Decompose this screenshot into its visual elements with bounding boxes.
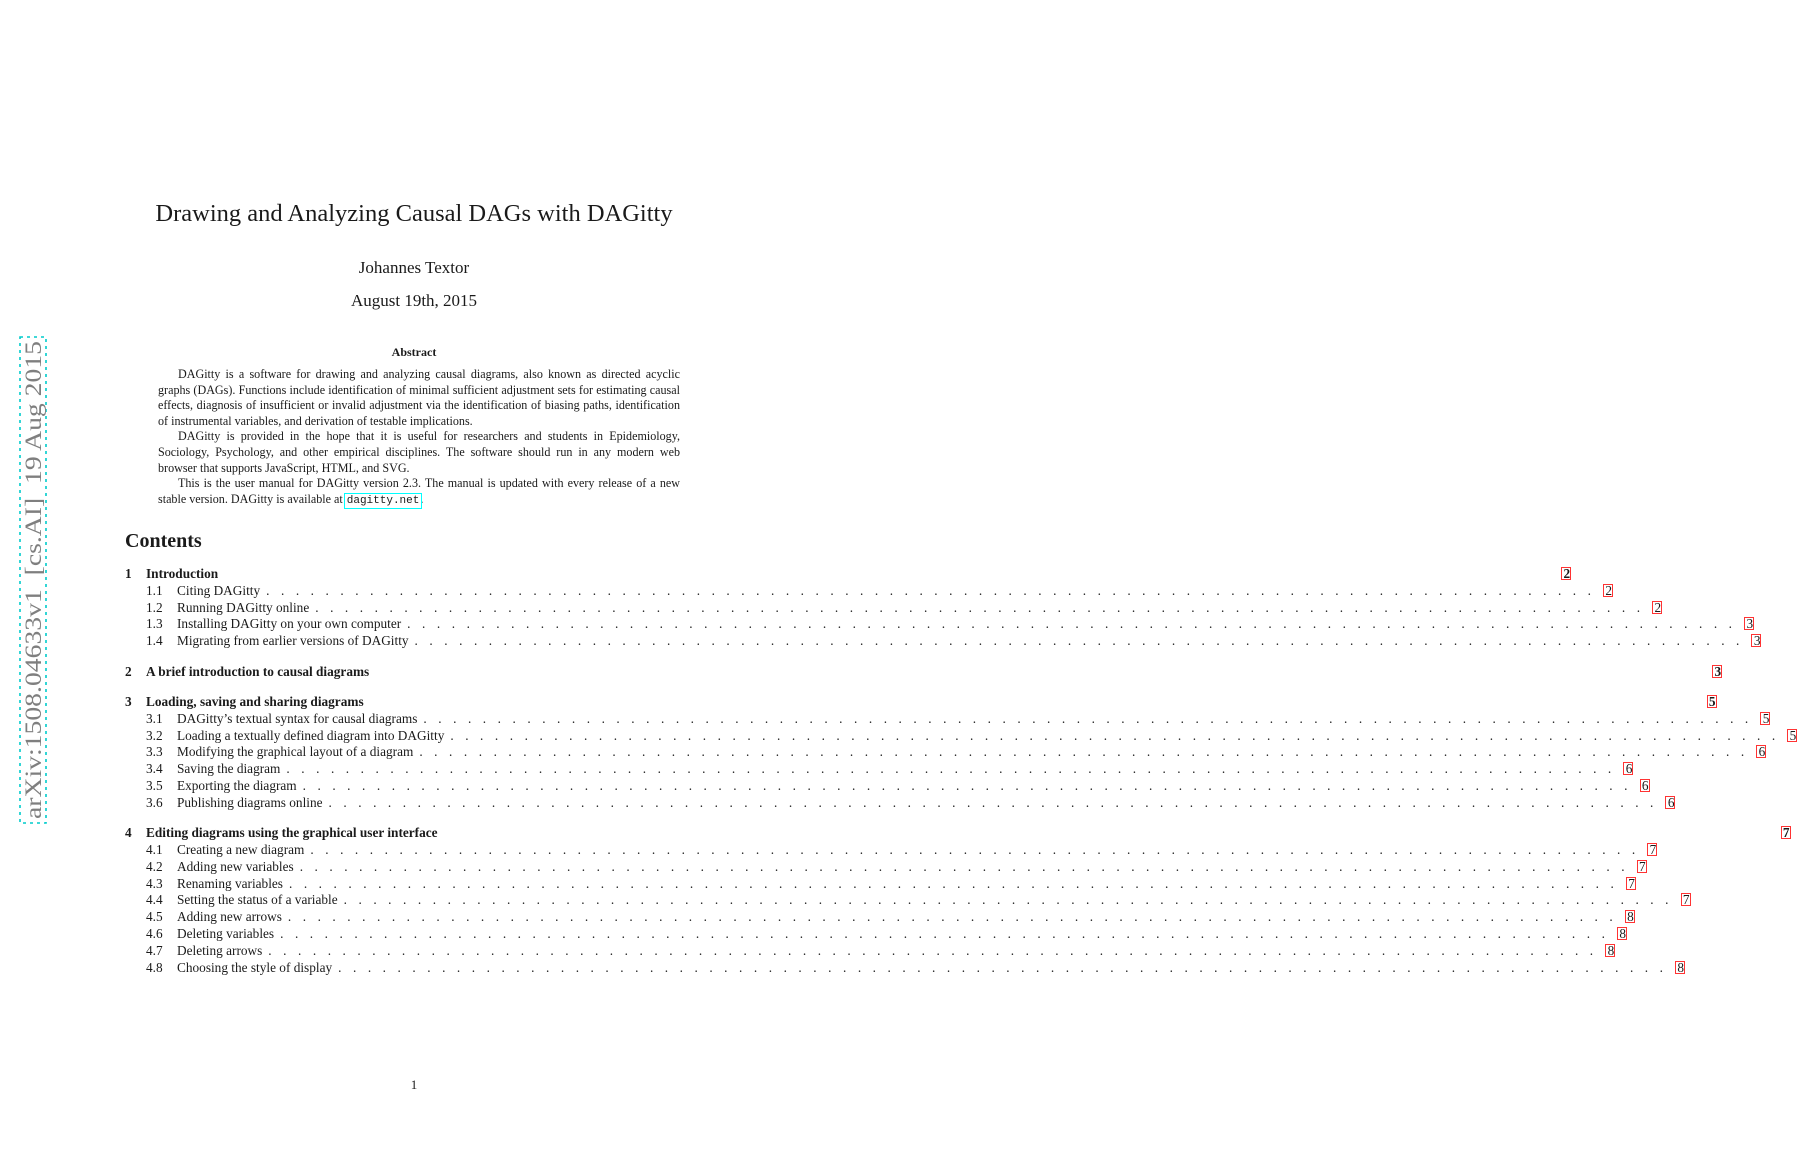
toc-section <box>125 825 1790 976</box>
toc-subsection-entry[interactable] <box>125 909 1634 926</box>
arxiv-id-text: arXiv:1508.04633v1 [cs.AI] 19 Aug 2015 <box>21 413 47 819</box>
toc-section-entry[interactable] <box>125 566 1571 583</box>
dot-leader: . . . . . . . . . . . . . . . . . . . . . . . . . . . . . . . . . . . . . . . . . . . . . . . . . . . . . . . . . . . . . . . . . . . . . . . . . . . . . . . . . . . . . . . . . . <box>268 942 1598 958</box>
page-link[interactable]: 5 <box>1760 712 1770 725</box>
paper-title: Drawing and Analyzing Causal DAGs with DAGitty <box>155 200 673 227</box>
toc-subsection-number: 4.7 <box>146 942 163 958</box>
toc-subsection-entry[interactable] <box>125 599 1662 617</box>
toc-subsection-number: 4.2 <box>146 858 163 874</box>
toc-section <box>125 693 1797 812</box>
toc-subsection-entry[interactable] <box>125 841 1657 859</box>
toc-subsection-number: 4.4 <box>146 892 163 908</box>
toc-section-entry[interactable] <box>125 693 1716 711</box>
toc-subsection-entry[interactable] <box>125 777 1649 795</box>
publication-date: August 19th, 2015 <box>350 291 478 310</box>
toc-subsection-entry[interactable] <box>125 744 1766 761</box>
toc-subsection-title: Loading a textually defined diagram into DAGitty <box>177 727 445 743</box>
toc-subsection-entry[interactable] <box>125 942 1615 960</box>
toc-subsection-number: 4.8 <box>146 959 163 975</box>
toc-subsection-title: Publishing diagrams online <box>177 794 323 810</box>
page-link[interactable]: 7 <box>1681 893 1691 906</box>
dot-leader: . . . . . . . . . . . . . . . . . . . . . . . . . . . . . . . . . . . . . . . . . . . . . . . . . . . . . . . . . . . . . . . . . . . . . . . . . . . . . . . . . . . . . . . . . . <box>328 794 1658 810</box>
toc-subsection-title: Running DAGitty online <box>177 599 310 615</box>
dot-leader: . . . . . . . . . . . . . . . . . . . . . . . . . . . . . . . . . . . . . . . . . . . . . . . . . . . . . . . . . . . . . . . . . . . . . . . . . . . . . . . . . . . . . . . . . . <box>310 841 1640 857</box>
toc-subsection-entry[interactable] <box>125 616 1754 633</box>
toc-section-title: A brief introduction to causal diagrams <box>146 663 370 679</box>
abstract-body <box>158 367 680 509</box>
dot-leader: . . . . . . . . . . . . . . . . . . . . . . . . . . . . . . . . . . . . . . . . . . . . . . . . . . . . . . . . . . . . . . . . . . . . . . . . . . . . . . . . . . . . . . . . . . <box>266 582 1596 598</box>
toc-subsection-number: 3.3 <box>146 744 163 760</box>
toc-section <box>125 566 1761 650</box>
toc-subsection-entry[interactable] <box>125 858 1646 876</box>
toc-subsection-number: 4.1 <box>146 841 163 857</box>
abstract-heading: Abstract <box>391 345 437 359</box>
toc-subsection-number: 1.2 <box>146 599 163 615</box>
page-link[interactable]: 3 <box>1712 665 1722 678</box>
page-link[interactable]: 5 <box>1707 695 1717 708</box>
page-link[interactable]: 8 <box>1675 961 1685 974</box>
toc-subsection-title: Choosing the style of display <box>177 959 333 975</box>
toc-subsection-title: Migrating from earlier versions of DAGitty <box>177 633 409 649</box>
dot-leader: . . . . . . . . . . . . . . . . . . . . . . . . . . . . . . . . . . . . . . . . . . . . . . . . . . . . . . . . . . . . . . . . . . . . . . . . . . . . . . . . . . . . . . . . . . <box>287 909 1617 925</box>
toc-subsection-entry[interactable] <box>125 761 1633 778</box>
toc-subsection-title: Modifying the graphical layout of a diagram <box>177 744 414 760</box>
arxiv-identifier-stamp[interactable] <box>18 335 48 825</box>
page-link[interactable]: 7 <box>1626 877 1636 890</box>
page-link[interactable]: 5 <box>1787 729 1797 742</box>
toc-subsection-number: 4.5 <box>146 909 163 925</box>
page-link[interactable]: 8 <box>1605 944 1615 957</box>
toc-subsection-entry[interactable] <box>125 727 1797 745</box>
dot-leader: . . . . . . . . . . . . . . . . . . . . . . . . . . . . . . . . . . . . . . . . . . . . . . . . . . . . . . . . . . . . . . . . . . . . . . . . . . . . . . . . . . . . . . . . . . <box>299 858 1629 874</box>
page-link[interactable]: 6 <box>1623 762 1633 775</box>
page-link[interactable]: 7 <box>1647 843 1657 856</box>
dagitty-link[interactable]: dagitty.net <box>346 494 420 507</box>
table-of-contents <box>125 566 1797 976</box>
author-name: Johannes Textor <box>358 258 470 277</box>
dot-leader: . . . . . . . . . . . . . . . . . . . . . . . . . . . . . . . . . . . . . . . . . . . . . . . . . . . . . . . . . . . . . . . . . . . . . . . . . . . . . . . . . . . . . . . . . . <box>407 616 1737 632</box>
toc-subsection-title: DAGitty’s textual syntax for causal diagrams <box>177 710 418 726</box>
toc-section-title: Introduction <box>146 566 219 581</box>
toc-subsection-number: 4.3 <box>146 875 163 891</box>
toc-subsection-title: Adding new arrows <box>177 909 282 925</box>
contents-heading: Contents <box>125 530 202 552</box>
dot-leader: . . . . . . . . . . . . . . . . . . . . . . . . . . . . . . . . . . . . . . . . . . . . . . . . . . . . . . . . . . . . . . . . . . . . . . . . . . . . . . . . . . . . . . . . . . <box>343 892 1673 908</box>
page-link[interactable]: 3 <box>1751 634 1761 647</box>
page-link[interactable]: 6 <box>1756 745 1766 758</box>
page-link[interactable]: 3 <box>1744 617 1754 630</box>
toc-subsection-title: Installing DAGitty on your own computer <box>177 616 402 632</box>
toc-subsection-entry[interactable] <box>125 794 1675 812</box>
page-link[interactable]: 7 <box>1637 860 1647 873</box>
toc-section-number: 3 <box>125 693 132 709</box>
toc-subsection-number: 1.4 <box>146 633 163 649</box>
toc-section-title: Editing diagrams using the graphical user interface <box>146 825 438 841</box>
dot-leader: . . . . . . . . . . . . . . . . . . . . . . . . . . . . . . . . . . . . . . . . . . . . . . . . . . . . . . . . . . . . . . . . . . . . . . . . . . . . . . . . . . . . . . . . . . <box>280 925 1610 941</box>
toc-subsection-title: Exporting the diagram <box>177 777 297 793</box>
dot-leader: . . . . . . . . . . . . . . . . . . . . . . . . . . . . . . . . . . . . . . . . . . . . . . . . . . . . . . . . . . . . . . . . . . . . . . . . . . . . . . . . . . . . . . . . . . <box>450 727 1780 743</box>
abstract-paragraph: DAGitty is provided in the hope that it is useful for researchers and students in Epidemiology, Sociology, Psychology, and other empirical disciplines. The software should run in any modern web browser that supports JavaScript, HTML, and SVG. <box>158 429 680 475</box>
abstract-paragraph: DAGitty is a software for drawing and analyzing causal diagrams, also known as directed acyclic graphs (DAGs). Functions include identification of minimal sufficient adjustment sets for estimating causal effects, diagnosis of insufficient or invalid adjustment via the identification of biasing paths, identification of instrumental variables, and derivation of testable implications. <box>158 367 680 428</box>
dot-leader: . . . . . . . . . . . . . . . . . . . . . . . . . . . . . . . . . . . . . . . . . . . . . . . . . . . . . . . . . . . . . . . . . . . . . . . . . . . . . . . . . . . . . . . . . . <box>302 777 1632 793</box>
abstract-paragraph <box>158 476 680 509</box>
toc-section-entry[interactable] <box>125 825 1790 842</box>
toc-subsection-title: Setting the status of a variable <box>177 892 338 908</box>
toc-subsection-number: 1.1 <box>146 582 163 598</box>
toc-section <box>125 663 1722 681</box>
toc-subsection-title: Renaming variables <box>177 875 283 891</box>
toc-subsection-title: Citing DAGitty <box>177 582 261 598</box>
dot-leader: . . . . . . . . . . . . . . . . . . . . . . . . . . . . . . . . . . . . . . . . . . . . . . . . . . . . . . . . . . . . . . . . . . . . . . . . . . . . . . . . . . . . . . . . . . <box>419 744 1749 760</box>
page-number: 1 <box>410 1077 418 1092</box>
toc-section-number: 1 <box>125 566 132 581</box>
page-link[interactable]: 6 <box>1665 796 1675 809</box>
toc-subsection-entry[interactable] <box>125 959 1685 977</box>
toc-subsection-entry[interactable] <box>125 892 1690 909</box>
toc-subsection-entry[interactable] <box>125 582 1613 600</box>
toc-subsection-number: 3.1 <box>146 710 163 726</box>
toc-subsection-title: Deleting arrows <box>177 942 263 958</box>
toc-subsection-number: 3.2 <box>146 727 163 743</box>
toc-subsection-number: 3.4 <box>146 761 163 777</box>
dot-leader: . . . . . . . . . . . . . . . . . . . . . . . . . . . . . . . . . . . . . . . . . . . . . . . . . . . . . . . . . . . . . . . . . . . . . . . . . . . . . . . . . . . . . . . . . . <box>414 633 1744 649</box>
page-link[interactable]: 2 <box>1652 601 1662 614</box>
toc-subsection-title: Saving the diagram <box>177 761 281 777</box>
toc-subsection-number: 4.6 <box>146 925 163 941</box>
dot-leader: . . . . . . . . . . . . . . . . . . . . . . . . . . . . . . . . . . . . . . . . . . . . . . . . . . . . . . . . . . . . . . . . . . . . . . . . . . . . . . . . . . . . . . . . . . <box>315 599 1645 615</box>
page-link[interactable]: 8 <box>1617 927 1627 940</box>
abstract-text: . <box>420 491 424 506</box>
abstract-text: This is the user manual for DAGitty version 2.3. The manual is updated with every release of a new stable version. DAGitty is available at <box>158 476 680 506</box>
toc-subsection-entry[interactable] <box>125 633 1761 650</box>
toc-section-entry[interactable] <box>125 663 1722 681</box>
dot-leader: . . . . . . . . . . . . . . . . . . . . . . . . . . . . . . . . . . . . . . . . . . . . . . . . . . . . . . . . . . . . . . . . . . . . . . . . . . . . . . . . . . . . . . . . . . <box>423 710 1753 726</box>
toc-section-title: Loading, saving and sharing diagrams <box>146 693 364 709</box>
toc-subsection-number: 3.5 <box>146 777 163 793</box>
toc-subsection-number: 1.3 <box>146 616 163 632</box>
toc-subsection-entry[interactable] <box>125 925 1627 943</box>
toc-section-number: 4 <box>125 825 132 841</box>
dot-leader: . . . . . . . . . . . . . . . . . . . . . . . . . . . . . . . . . . . . . . . . . . . . . . . . . . . . . . . . . . . . . . . . . . . . . . . . . . . . . . . . . . . . . . . . . . <box>286 761 1616 777</box>
page-link[interactable]: 7 <box>1781 826 1791 839</box>
page-link[interactable]: 2 <box>1603 584 1613 597</box>
dot-leader: . . . . . . . . . . . . . . . . . . . . . . . . . . . . . . . . . . . . . . . . . . . . . . . . . . . . . . . . . . . . . . . . . . . . . . . . . . . . . . . . . . . . . . . . . . <box>338 959 1668 975</box>
toc-section-number: 2 <box>125 663 132 679</box>
toc-subsection-entry[interactable] <box>125 710 1770 728</box>
toc-subsection-title: Creating a new diagram <box>177 841 305 857</box>
toc-subsection-number: 3.6 <box>146 794 163 810</box>
page-link[interactable]: 6 <box>1640 779 1650 792</box>
toc-subsection-title: Deleting variables <box>177 925 275 941</box>
page-link[interactable]: 2 <box>1561 567 1571 580</box>
toc-subsection-title: Adding new variables <box>177 858 294 874</box>
dot-leader: . . . . . . . . . . . . . . . . . . . . . . . . . . . . . . . . . . . . . . . . . . . . . . . . . . . . . . . . . . . . . . . . . . . . . . . . . . . . . . . . . . . . . . . . . . <box>288 875 1618 891</box>
page-link[interactable]: 8 <box>1625 910 1635 923</box>
toc-subsection-entry[interactable] <box>125 875 1635 893</box>
